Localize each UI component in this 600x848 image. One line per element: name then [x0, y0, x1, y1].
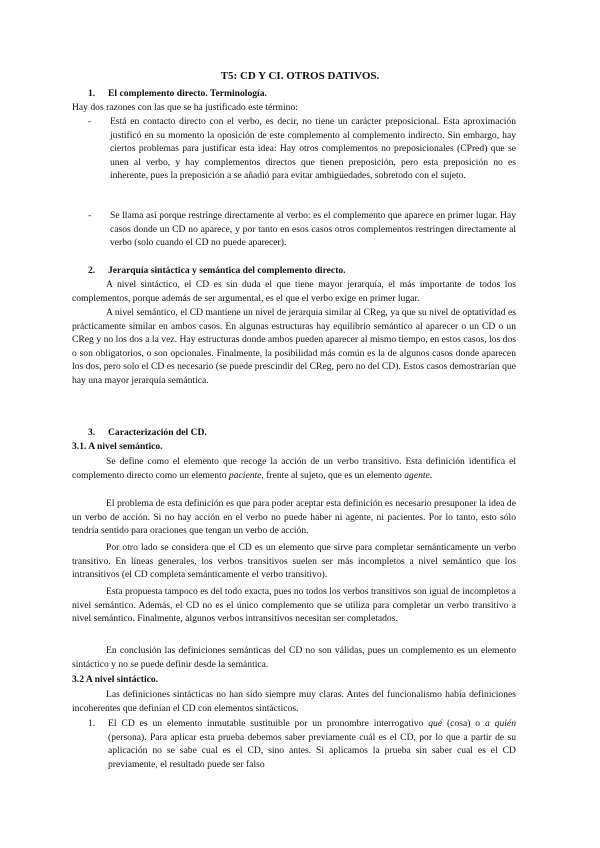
section-3-paragraph-2	[72, 497, 516, 538]
section-3-paragraph-4	[72, 585, 516, 626]
document-title: T5: CD Y CI. OTROS DATIVOS.	[220, 70, 380, 82]
list-text: (cosa) o	[442, 718, 485, 729]
section-1-heading	[88, 87, 516, 101]
section-1-intro: Hay dos razones con las que se ha justificado este término:	[72, 102, 298, 113]
section-3-paragraph-6	[72, 688, 516, 715]
section-3-heading	[88, 426, 516, 440]
paragraph-text: Se define como el elemento que recoge la acción de un verbo transitivo. Esta definición identifica el complemento directo como un elemento	[72, 456, 516, 481]
bullet-text: - Está en contacto directo con el verbo, es decir, no tiene un carácter preposicional. Esta aproximación justificó en su momento la oposición de este complemento al complemento indirecto. Sin embargo, hay ciertos problemas para justificar esta idea: Hay otros complementos no preposicionales (CPred) que se unen al verbo, y hay complementos directos que tienen preposición, pero esta preposición no es inherente, pues la preposición a se añadió para evitar ambigüedades, sobretodo con el sujeto.	[88, 115, 516, 183]
paragraph-text: En conclusión las definiciones semánticas del CD no son válidas, pues un complemento es un elemento sintáctico y no se puede definir desde la semántica.	[72, 645, 516, 670]
section-2-number: 2.	[88, 265, 96, 276]
section-2-paragraph-1	[72, 278, 516, 305]
paragraph-text: , frente al sujeto, que es un elemento	[261, 469, 405, 481]
list-text: El CD es un elemento inmutable sustituible por un pronombre interrogativo	[108, 718, 429, 729]
list-text: (persona). Para aplicar esta prueba debemos saber previamente cuál es el CD, por lo que a partir de su aplicación no se sabe cual es el CD, sino antes. Si aplicamos la prueba sin saber cual es el CD previamente, el resultado puede ser falso	[108, 731, 516, 770]
section-1-bullet-2	[88, 209, 516, 250]
section-1-bullet-1	[88, 115, 516, 183]
term-a-quien: a quién	[484, 718, 516, 729]
paragraph-text: Por otro lado se considera que el CD es un elemento que sirve para completar semánticamente un verbo transitivo. En líneas generales, los verbos transitivos suelen ser más incompletos a nivel semántico que los intransitivos (el CD completa semánticamente el verbo transitivo).	[72, 542, 516, 581]
term-paciente: paciente	[228, 469, 262, 481]
subsection-3-1-heading: 3.1. A nivel semántico.	[72, 441, 163, 452]
term-que: qué	[428, 718, 443, 729]
paragraph-text: A nivel semántico, el CD mantiene un nivel de jerarquía similar al CReg, ya que su nivel de optatividad es prácticamente similar en ambos casos. En algunas estructuras hay equilibrio semántico al aparecer o un CD o un CReg y no los dos a la vez. Hay estructuras donde ambos pueden aparecer al mismo tiempo, en estos casos, los dos o son obligatorios, o son opcionales. Finalmente, la posibilidad más común es la de algunos casos donde aparecen los dos, pero solo el CD es necesario (se puede prescindir del CReg, pero no del CD). Estos casos demostrarían que hay una mayor jerarquía semántica.	[72, 307, 516, 386]
section-2-title: Jerarquía sintáctica y semántica del complemento directo.	[108, 265, 346, 276]
section-3-paragraph-5	[72, 644, 516, 671]
section-3-paragraph-1	[72, 455, 516, 482]
list-number: 1.	[88, 718, 96, 729]
numbered-list-item-1	[88, 717, 516, 771]
paragraph-text: Las definiciones sintácticas no han sido siempre muy claras. Antes del funcionalismo había definiciones incoherentes que definían el CD con elementos sintácticos.	[72, 689, 516, 714]
section-2-heading	[88, 264, 516, 278]
section-3-title: Caracterización del CD.	[108, 427, 207, 438]
subsection-3-2-heading: 3.2 A nivel sintáctico.	[72, 674, 159, 685]
section-1-title: El complemento directo. Terminología.	[108, 88, 267, 99]
paragraph-text: .	[429, 469, 433, 481]
section-3-number: 3.	[88, 427, 96, 438]
paragraph-text: El problema de esta definición es que para poder aceptar esta definición es necesario presuponer la idea de un verbo de acción. Si no hay acción en el verbo no puede haber ni agente, ni pacientes. Por lo tanto, esto sólo tendría sentido para oraciones que tengan un verbo de acción.	[72, 498, 516, 537]
paragraph-text: A nivel sintáctico, el CD es sin duda el que tiene mayor jerarquía, el más importante de todos los complementos, porque además de ser argumental, es el que el verbo exige en primer lugar.	[72, 279, 516, 304]
paragraph-text: Esta propuesta tampoco es del todo exacta, pues no todos los verbos transitivos son igual de incompletos a nivel semántico. Además, el CD no es el único complemento que se utiliza para completar un verbo transitivo a nivel semántico. Finalmente, algunos verbos intransitivos necesitan ser completados.	[72, 586, 516, 625]
bullet-text: - Se llama así porque restringe directamente al verbo: es el complemento que aparece en primer lugar. Hay casos donde un CD no aparece, y por tanto en esos casos otros complementos restringen directamente al verbo (solo cuando el CD no puede aparecer).	[88, 209, 516, 250]
term-agente: agente	[404, 469, 430, 481]
section-1-number: 1.	[88, 88, 96, 99]
section-2-paragraph-2	[72, 306, 516, 388]
section-3-paragraph-3	[72, 541, 516, 582]
